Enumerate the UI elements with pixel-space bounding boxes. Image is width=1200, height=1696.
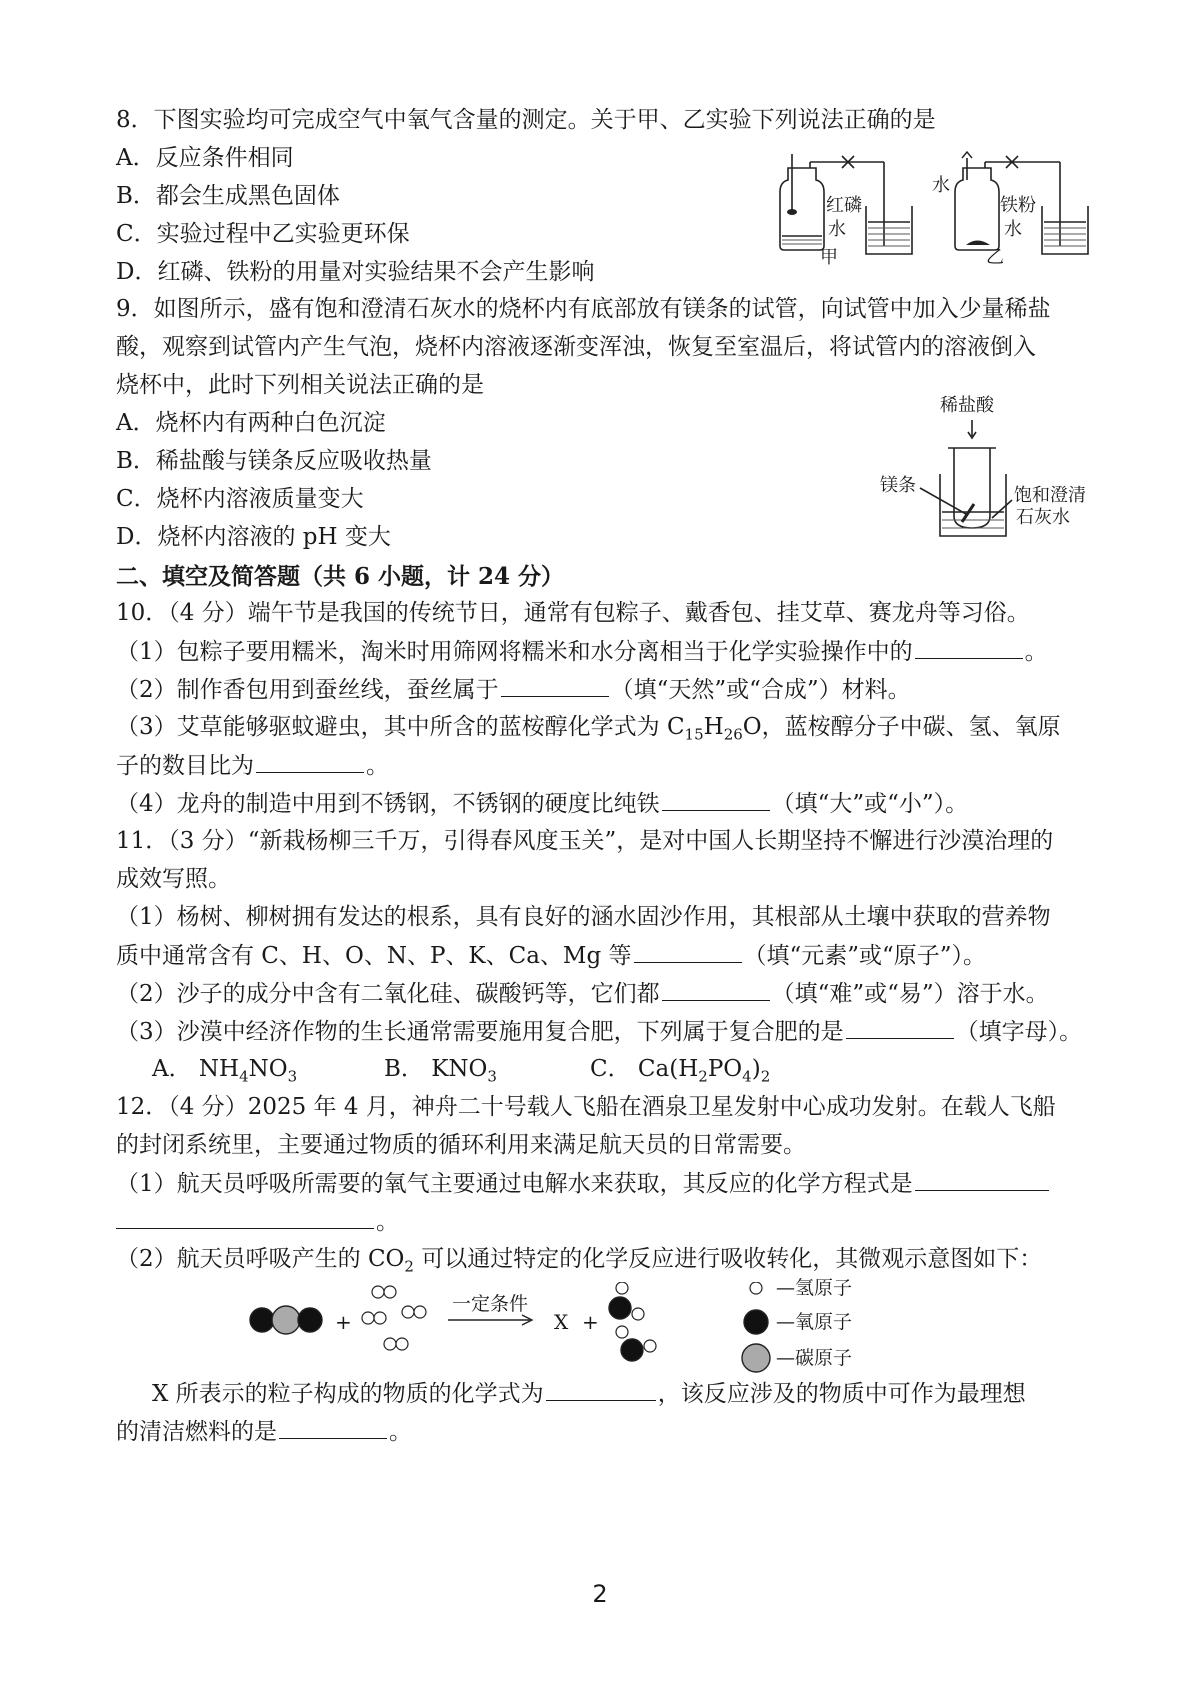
- q12-question-text2: 的清洁燃料的是: [116, 1419, 277, 1445]
- q10-h: H: [703, 714, 724, 740]
- q8-option-c: C．实验过程中乙实验更环保: [116, 221, 410, 247]
- q12-question-end: 。: [389, 1419, 412, 1445]
- q11-part1-line1: （1）杨树、柳树拥有发达的根系，具有良好的涵水固沙作用，其根部从土壤中获取的营养物: [116, 904, 1051, 930]
- fig-label-limewater-2: 石灰水: [1016, 507, 1070, 528]
- fig-caption-jia: 甲: [820, 247, 838, 268]
- q10-part4: [116, 786, 968, 821]
- q9-option-a: A．烧杯内有两种白色沉淀: [116, 410, 386, 436]
- q11-opt-c-sub3: 2: [760, 1067, 771, 1086]
- q11-part2-tail: （填“难”或“易”）溶于水。: [771, 981, 1049, 1007]
- q8-option-d: D．红磷、铁粉的用量对实验结果不会产生影响: [116, 259, 595, 285]
- q12-question-tail: ，该反应涉及的物质中可作为最理想: [657, 1381, 1026, 1407]
- q12-question-line1: [152, 1376, 1026, 1411]
- legend-hydrogen: —氢原子: [776, 1277, 853, 1299]
- fig-label-red-phosphorus: 红磷: [826, 195, 862, 216]
- q11-blank2[interactable]: [662, 976, 770, 1001]
- fig-label-magnesium: 镁条: [880, 475, 916, 496]
- q10-part3-cont: [116, 748, 389, 783]
- q10-sub-26: 26: [723, 725, 743, 744]
- q10-part1: [116, 634, 1048, 669]
- q10-part3-text: （3）艾草能够驱蚊避虫，其中所含的蓝桉醇化学式为 C: [116, 714, 685, 740]
- q11-stem-line1: 11．（3 分）“新栽杨柳三千万，引得春风度玉关”，是对中国人长期坚持不懈进行沙漠治理的: [116, 828, 1054, 854]
- q10-part3-cont-text: 子的数目比为: [116, 753, 254, 779]
- q12-part2-text: （2）航天员呼吸产生的 CO: [116, 1246, 405, 1272]
- q11-opt-a-pre: A． NH: [152, 1056, 240, 1082]
- q12-blank1a[interactable]: [915, 1166, 1049, 1191]
- q11-blank1[interactable]: [634, 938, 742, 963]
- legend-oxygen: —氧原子: [776, 1311, 853, 1333]
- q11-opt-c-mid: PO: [707, 1056, 743, 1082]
- fig-label-limewater-1: 饱和澄清: [1014, 485, 1086, 506]
- q8-apparatus-figure: [770, 150, 1100, 290]
- q9-stem-line1: 9．如图所示，盛有饱和澄清石灰水的烧杯内有底部放有镁条的试管，向试管中加入少量稀盐: [116, 296, 1051, 322]
- fig-label-iron-powder: 铁粉: [1000, 195, 1036, 216]
- q10-blank3[interactable]: [256, 748, 364, 773]
- fig-label-dilute-hcl: 稀盐酸: [940, 395, 994, 416]
- q12-part1-end: 。: [376, 1209, 399, 1235]
- q11-part1-line2: [116, 938, 986, 973]
- q11-opt-b-pre: B． KNO: [384, 1056, 488, 1082]
- section-heading: 二、填空及简答题（共 6 小题，计 24 分）: [116, 563, 565, 590]
- fig-label-water-jia: 水: [828, 219, 846, 240]
- q12-blank3[interactable]: [279, 1414, 387, 1439]
- q12-blank1b[interactable]: [116, 1204, 374, 1229]
- q8-option-b: B．都会生成黑色固体: [116, 183, 340, 209]
- eq-x: X: [554, 1310, 569, 1334]
- q9-stem-line2: 酸，观察到试管内产生气泡，烧杯内溶液逐渐变浑浊，恢复至室温后，将试管内的溶液倒入: [116, 334, 1036, 360]
- q12-blank2[interactable]: [546, 1376, 656, 1401]
- q12-stem-line2: 的封闭系统里，主要通过物质的循环利用来满足航天员的日常需要。: [116, 1132, 806, 1158]
- q11-blank3[interactable]: [846, 1014, 954, 1039]
- q11-part1-text: 质中通常含有 C、H、O、N、P、K、Ca、Mg 等: [116, 943, 632, 969]
- q9-stem-line3: 烧杯中，此时下列相关说法正确的是: [116, 372, 484, 398]
- q12-part1-cont: [116, 1204, 399, 1239]
- eq-condition: 一定条件: [452, 1293, 529, 1315]
- q12-part1: [116, 1166, 1051, 1201]
- q11-part3-text: （3）沙漠中经济作物的生长通常需要施用复合肥，下列属于复合肥的是: [116, 1019, 844, 1045]
- q11-opt-a-mid: NO: [248, 1056, 288, 1082]
- q10-part2-text: （2）制作香包用到蚕丝线，蚕丝属于: [116, 677, 499, 703]
- q10-blank1[interactable]: [915, 634, 1023, 659]
- q8-apparatus-diagram: [770, 150, 1100, 290]
- q10-blank4[interactable]: [662, 786, 770, 811]
- q10-sub-15: 15: [684, 725, 704, 744]
- q9-option-d: D．烧杯内溶液的 pH 变大: [116, 524, 391, 550]
- q9-option-c: C．烧杯内溶液质量变大: [116, 486, 364, 512]
- q10-part2-tail: （填“天然”或“合成”）材料。: [610, 677, 911, 703]
- q12-question-text: X 所表示的粒子构成的物质的化学式为: [152, 1381, 544, 1407]
- q11-opt-c-end: ): [751, 1056, 761, 1082]
- q10-part1-text: （1）包粽子要用糯米，淘米时用筛网将糯米和水分离相当于化学实验操作中的: [116, 639, 913, 665]
- q8-stem: 8．下图实验均可完成空气中氧气含量的测定。关于甲、乙实验下列说法正确的是: [116, 107, 936, 133]
- q11-part3-tail: （填字母）。: [955, 1019, 1083, 1045]
- q10-stem: 10．（4 分）端午节是我国的传统节日，通常有包粽子、戴香包、挂艾草、赛龙舟等习俗。: [116, 600, 1030, 626]
- q9-option-b: B．稀盐酸与镁条反应吸收热量: [116, 448, 432, 474]
- q11-opt-c-pre: C． Ca(H: [590, 1056, 699, 1082]
- eq-plus-1: +: [335, 1310, 352, 1334]
- fig-label-water-top-yi: 水: [932, 175, 950, 196]
- q10-part4-text: （4）龙舟的制造中用到不锈钢，不锈钢的硬度比纯铁: [116, 791, 660, 817]
- q11-part2-text: （2）沙子的成分中含有二氧化硅、碳酸钙等，它们都: [116, 981, 660, 1007]
- q10-part4-tail: （填“大”或“小”）。: [771, 791, 969, 817]
- q11-part3: [116, 1014, 1082, 1049]
- eq-plus-2: +: [582, 1310, 599, 1334]
- q10-part3-tail: O，蓝桉醇分子中碳、氢、氧原: [742, 714, 1061, 740]
- page-number: 2: [592, 1580, 608, 1608]
- legend-carbon: —碳原子: [776, 1347, 853, 1369]
- q11-opt-b-sub: 3: [487, 1067, 497, 1086]
- q10-part2: [116, 672, 911, 707]
- fig-caption-yi: 乙: [986, 247, 1004, 268]
- q11-option-a: [152, 1052, 297, 1094]
- q10-part3-end: 。: [366, 753, 389, 779]
- q12-part1-text: （1）航天员呼吸所需要的氧气主要通过电解水来获取，其反应的化学方程式是: [116, 1171, 913, 1197]
- fig-label-water-yi: 水: [1004, 219, 1022, 240]
- q12-part2: [116, 1242, 1042, 1284]
- q11-opt-a-sub1: 4: [239, 1067, 249, 1086]
- q11-opt-c-sub1: 2: [698, 1067, 708, 1086]
- q9-beaker-figure: [880, 396, 1110, 566]
- q12-question-line2: [116, 1414, 412, 1449]
- q12-stem-line1: 12．（4 分）2025 年 4 月，神舟二十号载人飞船在酒泉卫星发射中心成功发射。在载人飞船: [116, 1094, 1056, 1120]
- q11-opt-a-sub2: 3: [287, 1067, 298, 1086]
- q11-part2: [116, 976, 1049, 1011]
- q11-opt-c-sub2: 4: [742, 1067, 752, 1086]
- q12-sub-2: 2: [404, 1257, 414, 1276]
- q10-part1-end: 。: [1024, 639, 1048, 665]
- q10-part3: [116, 710, 1061, 752]
- q11-part1-tail: （填“元素”或“原子”）。: [743, 943, 987, 969]
- q12-part2-tail: 可以通过特定的化学反应进行吸收转化，其微观示意图如下：: [413, 1246, 1043, 1272]
- q11-stem-line2: 成效写照。: [116, 866, 231, 892]
- q11-option-b: [384, 1052, 497, 1094]
- q8-option-a: A．反应条件相同: [116, 145, 294, 171]
- q10-blank2[interactable]: [501, 672, 609, 697]
- q11-option-c: [590, 1052, 770, 1094]
